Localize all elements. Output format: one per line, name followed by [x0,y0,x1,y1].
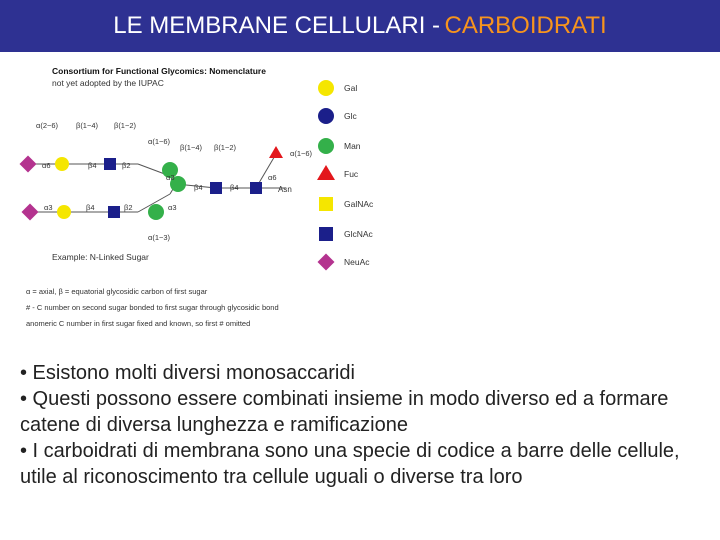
glycan-nomenclature-figure [18,60,374,335]
link-label: β(1−2) [214,143,237,152]
figure-heading: Consortium for Functional Glycomics: Nomenclature [52,66,266,76]
link-label: β4 [194,183,203,192]
legend-galnac-icon [319,197,333,211]
title-bar [0,0,720,52]
glcnac-square-icon [104,158,116,170]
bullet-item: • I carboidrati di membrana sono una specie di codice a barre delle cellule, utile al riconoscimento tra cellule uguali o diverse tra loro [20,440,680,488]
legend-gal-icon [318,80,334,96]
bullet-item: • Questi possono essere combinati insieme in modo diverso ed a formare catene di diversa lunghezza e ramificazione [20,388,669,436]
gal-circle-icon [57,205,71,219]
link-label: α6 [268,173,277,182]
title-main: LE MEMBRANE CELLULARI - [113,12,441,39]
link-label: β2 [122,161,131,170]
legend-label: Gal [344,83,358,93]
link-label: α3 [166,173,175,182]
link-label: β4 [88,161,97,170]
link-label: α3 [168,203,177,212]
figure-note: # - C number on second sugar bonded to first sugar through glycosidic bond [26,303,279,312]
bullet-list [20,360,710,490]
example-label: Example: N-Linked Sugar [52,252,149,262]
legend-fuc-icon [317,165,335,180]
monosaccharide-legend [317,80,374,270]
link-label: α(2−6) [36,121,59,130]
legend-label: GlcNAc [344,229,373,239]
figure-note: anomeric C number in first sugar fixed and known, so first # omitted [26,319,251,328]
title-accent: CARBOIDRATI [444,12,607,39]
glycan-example-structure [20,146,283,220]
man-circle-icon [148,204,164,220]
link-label: β(1−2) [114,121,137,130]
legend-label: NeuAc [344,257,370,267]
legend-label: GalNAc [344,199,374,209]
figure-notes [26,287,279,328]
bullet-item: • Esistono molti diversi monosaccaridi [20,362,355,384]
glcnac-square-icon [210,182,222,194]
legend-neuac-icon [318,254,335,271]
link-label: α3 [44,203,53,212]
link-label: α6 [42,161,51,170]
legend-glc-icon [318,108,334,124]
link-label: β(1−4) [180,143,203,152]
figure-note: α = axial, β = equatorial glycosidic carbon of first sugar [26,287,208,296]
legend-label: Fuc [344,169,359,179]
gal-circle-icon [55,157,69,171]
glcnac-square-icon [250,182,262,194]
neuac-diamond-icon [22,204,39,221]
fuc-triangle-icon [269,146,283,158]
link-label: α(1−3) [148,233,171,242]
link-label: α(1−6) [290,149,313,158]
linkage-labels [36,121,313,242]
asn-label: Asn [278,185,292,194]
neuac-diamond-icon [20,156,37,173]
legend-label: Glc [344,111,357,121]
link-label: α(1−6) [148,137,171,146]
glcnac-square-icon [108,206,120,218]
figure-subheading: not yet adopted by the IUPAC [52,78,164,88]
link-label: β4 [230,183,239,192]
link-label: β4 [86,203,95,212]
legend-label: Man [344,141,361,151]
link-label: β2 [124,203,133,212]
legend-man-icon [318,138,334,154]
legend-glcnac-icon [319,227,333,241]
link-label: β(1−4) [76,121,99,130]
